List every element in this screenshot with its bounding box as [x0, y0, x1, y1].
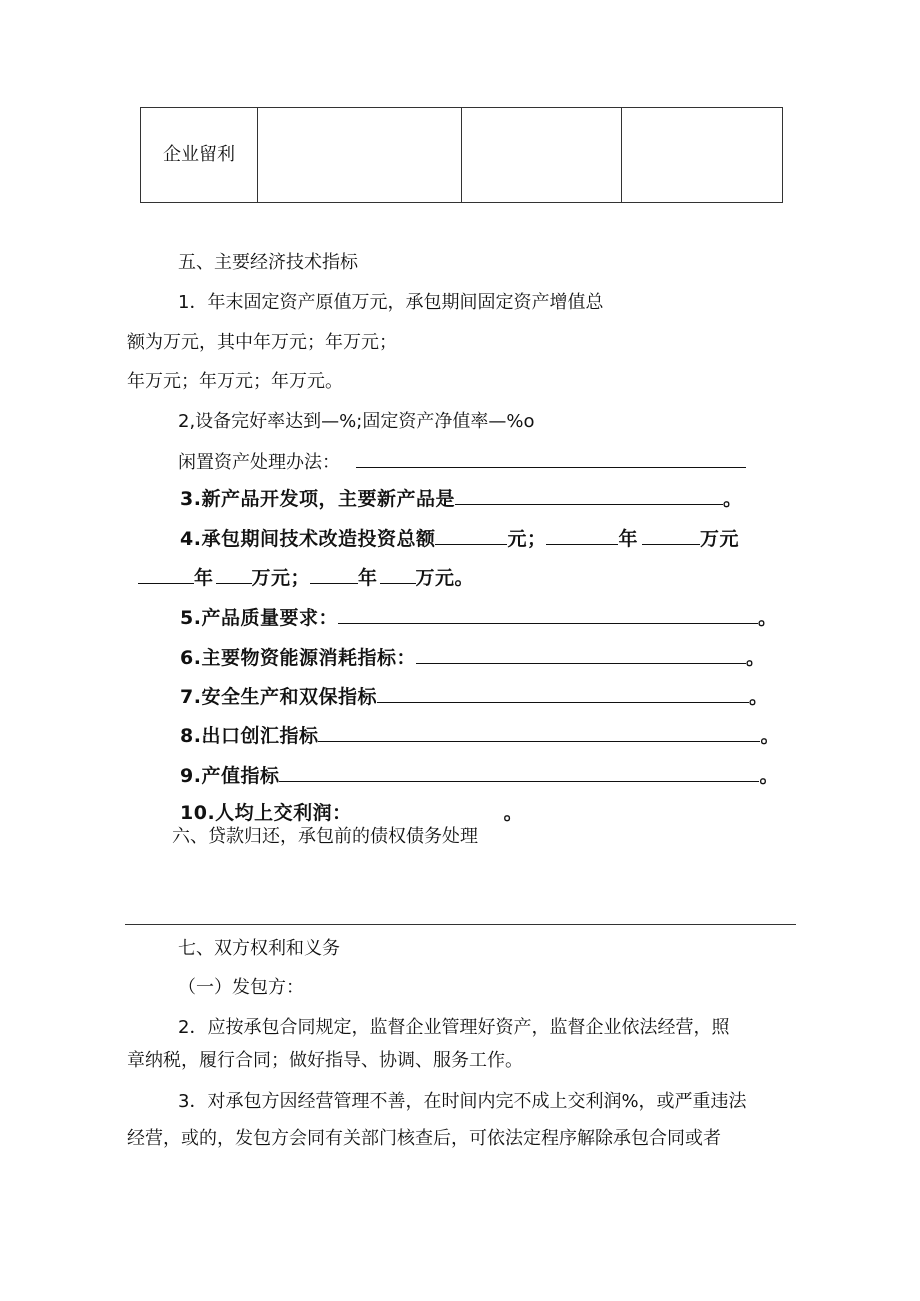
item9-row	[180, 764, 779, 788]
item5-label: 5.产品质量要求：	[180, 607, 338, 629]
blank	[546, 528, 618, 545]
item8-label: 8.出口创汇指标	[180, 725, 319, 747]
wanyuan-label: 万元	[699, 528, 739, 550]
item6-blank	[416, 647, 746, 664]
item8-row	[180, 724, 780, 748]
item1-line1: 1．年末固定资产原值万元，承包期间固定资产增值总	[178, 292, 604, 313]
period: 。	[503, 802, 524, 824]
idle-assets-row	[178, 451, 746, 474]
wanyuan-label: 万元。	[415, 567, 475, 589]
blank	[138, 567, 194, 584]
item9-label: 9.产值指标	[180, 765, 280, 787]
row-label: 企业留利	[163, 144, 235, 165]
blank	[380, 567, 416, 584]
period: 。	[722, 488, 743, 510]
idle-assets-blank	[356, 451, 746, 468]
item4-yuan: 元；	[507, 528, 547, 550]
item10-label: 10.人均上交利润：	[180, 802, 352, 824]
item6-row	[180, 646, 765, 670]
section5-heading: 五、主要经济技术指标	[178, 252, 358, 273]
item4-label: 4.承包期间技术改造投资总额	[180, 528, 436, 550]
period: 。	[745, 647, 766, 669]
table-row	[141, 108, 783, 203]
item5-blank	[338, 607, 758, 624]
p3-line1: 3．对承包方因经营管理不善，在时间内完不成上交利润%，或严重违法	[178, 1091, 747, 1112]
item1-line2: 额为万元，其中年万元；年万元；	[127, 332, 397, 353]
item7-row	[180, 685, 768, 709]
item7-label: 7.安全生产和双保指标	[180, 686, 377, 708]
period: 。	[748, 686, 769, 708]
profit-table	[140, 107, 783, 203]
blank	[435, 528, 507, 545]
table-cell	[462, 108, 622, 203]
item4-row2	[138, 566, 474, 590]
item1-line3: 年万元；年万元；年万元。	[127, 371, 343, 392]
item5-row	[180, 606, 777, 630]
item3-blank	[455, 488, 723, 505]
blank	[310, 567, 358, 584]
nian-label: 年	[358, 567, 378, 589]
table-cell	[258, 108, 462, 203]
item9-blank	[279, 765, 759, 782]
blank	[642, 528, 700, 545]
idle-assets-label: 闲置资产处理办法：	[178, 452, 340, 473]
nian-label: 年	[618, 528, 638, 550]
period: 。	[759, 765, 779, 787]
item8-blank	[318, 725, 760, 742]
period: 。	[760, 725, 780, 747]
p2-line2: 章纳税，履行合同；做好指导、协调、服务工作。	[127, 1050, 523, 1071]
item2-line: 2,设备完好率达到—%;固定资产净值率—%o	[178, 411, 535, 432]
item4-row1	[180, 527, 739, 551]
p2-line1: 2．应按承包合同规定，监督企业管理好资产，监督企业依法经营，照	[178, 1017, 730, 1038]
blank	[216, 567, 252, 584]
table-cell-label	[141, 108, 258, 203]
item7-blank	[377, 686, 749, 703]
table-cell	[622, 108, 783, 203]
section6-heading: 六、贷款归还，承包前的债权债务处理	[172, 826, 478, 847]
item3-label: 3.新产品开发项，主要新产品是	[180, 488, 455, 510]
wanyuan-label: 万元；	[251, 567, 311, 589]
p3-line2: 经营，或的，发包方会同有关部门核查后，可依法定程序解除承包合同或者	[127, 1128, 721, 1149]
section7-sub1: （一）发包方：	[178, 977, 304, 998]
period: 。	[757, 607, 778, 629]
divider-line	[125, 924, 796, 925]
item6-label: 6.主要物资能源消耗指标：	[180, 647, 416, 669]
section7-heading: 七、双方权利和义务	[178, 938, 340, 959]
item10-row	[180, 801, 523, 825]
item3-row	[180, 487, 742, 511]
nian-label: 年	[194, 567, 214, 589]
